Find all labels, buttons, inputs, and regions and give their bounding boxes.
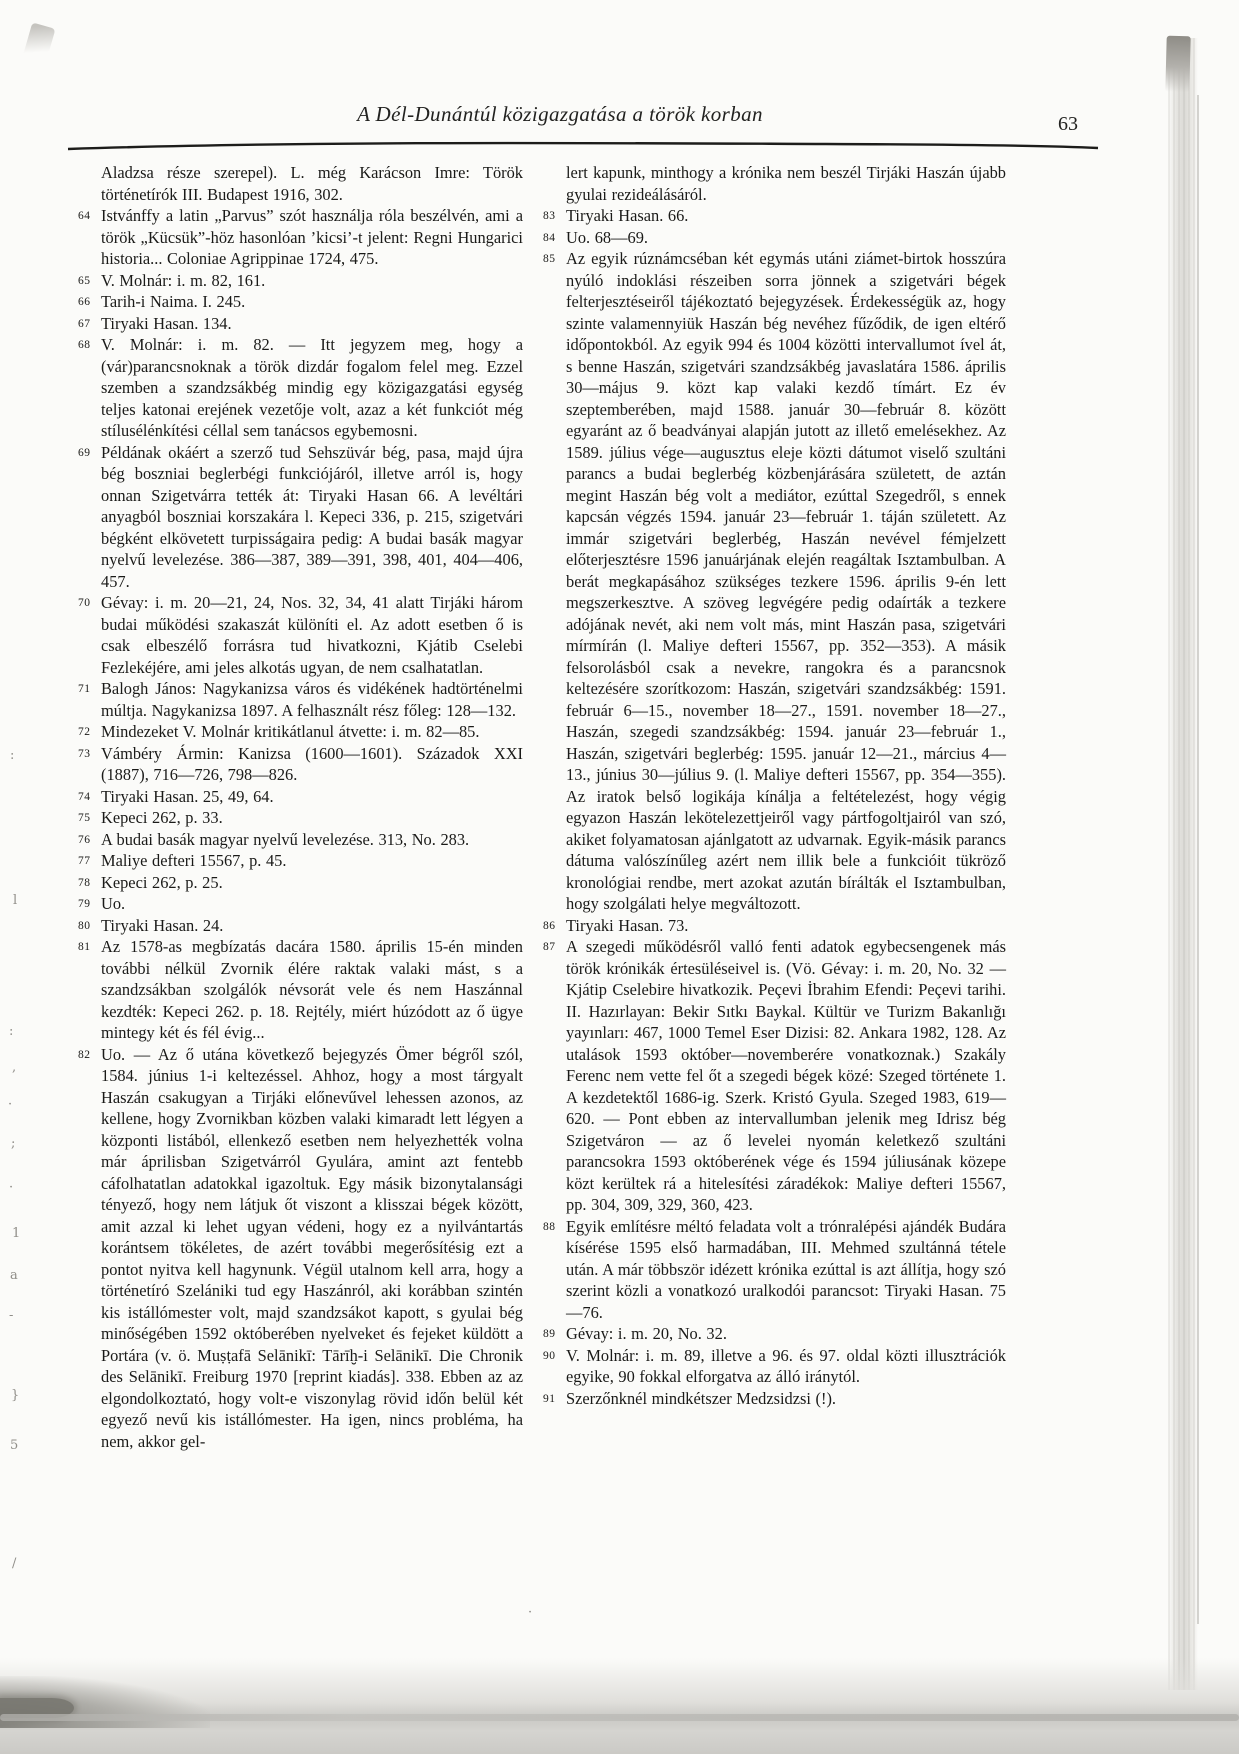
footnote: [75, 936, 523, 1044]
footnote-text: Gévay: i. m. 20—21, 24, Nos. 32, 34, 41 alatt Tirjáki három budai működési szakaszát különíti el. Az adott esetben ő is csak elbeszélő forrásra tud hivatkozni, Kjátib Cselebi Fezlekéjére, ami jeles alkotás ugyan, de nem csalhatatlan.: [101, 593, 523, 677]
footnote-text: Balogh János: Nagykanizsa város és vidékének hadtörténelmi múltja. Nagykanizsa 1897. A felhasznált rész főleg: 128—132.: [101, 679, 523, 720]
footnote-text: Egyik említésre méltó feladata volt a trónralépési ajándék Budára kísérése 1595 első harmadában, III. Mehmed szultánná tétele után. A már többször idézett krónika ezúttal is azt állítja, hogy szó szerint közli a vonatkozó uralkodói parancsot: Tiryaki Hasan. 75—76.: [566, 1216, 1006, 1322]
footnote: [75, 678, 523, 721]
footnote-text: Tarih-i Naima. I. 245.: [101, 292, 246, 311]
footnote-number: 90: [543, 1349, 556, 1362]
footnote-number: 79: [78, 898, 91, 910]
scan-artifact-mark: ,: [12, 1060, 17, 1075]
footnote-number: 80: [78, 919, 91, 932]
footnote-text: Istvánffy a latin „Parvus” szót használja róla beszélvén, ami a török „Kücsük”-höz hasonlóan ’kicsi’-t jelent: Regni Hungarici historia... Coloniae Agrippinae 1724, 475.: [101, 206, 523, 268]
footnote-text: V. Molnár: i. m. 82. — Itt jegyzem meg, hogy a (vár)parancsnoknak a török dizdár fogalom felel meg. Ezzel szemben a szandzsákbég mindig egy közigazgatási egység teljes katonai erejének vezetője volt, azaz a két funkciót még stílusélénkítési céllal sem tanácsos egybemosni.: [101, 335, 523, 440]
footnote-number: 64: [78, 210, 91, 222]
footnote-text: Uo.: [101, 894, 126, 913]
scan-artifact-mark: }: [11, 1388, 20, 1403]
scan-artifact-mark: l: [13, 893, 18, 908]
footnote: [540, 205, 1006, 227]
page-title: A Dél-Dunántúl közigazgatása a török korban: [357, 102, 763, 126]
footnote: [540, 227, 1006, 249]
footnote-text: Kepeci 262, p. 33.: [101, 808, 223, 827]
scan-artifact-mark: 1: [12, 1226, 21, 1241]
footnote: [540, 1216, 1006, 1324]
scan-artifact-mark: :: [10, 748, 15, 763]
scan-artifact-mark: 5: [10, 1438, 19, 1453]
footnote: [540, 915, 1006, 937]
footnote-text: V. Molnár: i. m. 89, illetve a 96. és 97. oldal közti illusztrációk egyike, 90 fokkal elforgatva az álló iránytól.: [566, 1345, 1006, 1386]
footnote-text: Az egyik rúznámcséban két egymás utáni ziámet-birtok hosszúra nyúló indoklási részeiben sorra jönnek a szigetvári bégek felterjesztéseiről tájékoztató bejegyzések. Érdekességük az, hogy szinte valamennyiük Haszán bég nevéhez fűződik, de igen eltérő időpontokból. Az egyik 994 és 1004 közötti intervallumot ível át, s benne Haszán, szigetvári szandzsákbég javaslatára 1586. április 30—május 9. közt kap valaki kezdő tímárt. Ez év szeptemberében, majd 1588. január 30—február 8. között egyaránt az ő beadványai alapján jutott az illető emelésekhez. Az 1589. július vége—augusztus eleje közti dátumot viselő szultáni parancs a budai beglerbég közbenjárására született, de aztán megint Haszán bég volt a mediátor, ezúttal Szegedről, s ennek kapcsán végzés 1594. január 23—február 1. táján született. Az immár szigetvári beglerbég, Haszán nevével fémjelzett előterjesztésre 1596 januárjának elején reagáltak Isztambulban. A berát megkapásához szükséges tezkere 1596. április 9-én lett megszerkesztve. A szöveg legvégére pedig odaírták a tezkere adójának nevét, aki nem volt más, mint Haszán pasa, szigetvári mírmírán (l. Maliye defteri 15567, pp. 352—353). A másik felsorolásból csak a nevekre, rangokra és a parancsnok keltezésére szorítkozom: Haszán, szigetvári szandzsákbég: 1591. február 6—15., november 18—27., 1591. november 18—27., Haszán, szegedi szandzsákbég: 1594. január 23—február 1., Haszán, szigetvári beglerbég: 1595. január 12—21., március 4—13., június 30—július 9. (l. Maliye defteri 15567, pp. 354—355). Az iratok belső logikája kínálja a feltételezést, hogy végig egyazon Haszán lekötelezettjeiről vagy pártfogoltjairól van szó, akiket folyamatosan ajánlgatott az udvarnak. Egyik-másik parancs dátuma valószínűleg azért nem illik bele a funkcióit tükröző kronológiai rendbe, mert azokat azután bírálták el Isztambulban, hogy szolgálati helye megváltozott.: [566, 249, 1006, 913]
footnote: [75, 829, 523, 851]
footnote: [75, 162, 523, 205]
footnote-number: 89: [543, 1328, 556, 1340]
footnote-text: Tiryaki Hasan. 24.: [101, 915, 224, 935]
page-edge-right-line: [1197, 95, 1199, 1624]
footnote-number: 75: [78, 812, 91, 824]
footnote-number: 65: [78, 274, 91, 287]
footnote-number: 76: [78, 833, 91, 846]
footnote: [75, 592, 523, 678]
footnotes-column-left: [75, 162, 523, 1452]
footnote-text: Uo. 68—69.: [566, 227, 648, 247]
footnote: [75, 872, 523, 894]
footnote-number: 74: [78, 790, 91, 803]
scan-artifact-mark: ·: [9, 1180, 14, 1195]
footnotes-column-right: [540, 162, 1006, 1409]
footnote: [540, 1345, 1006, 1388]
footnote: [75, 313, 523, 335]
footnote-number: 77: [78, 855, 91, 867]
footnote: [75, 442, 523, 593]
footnote-number: 69: [78, 446, 91, 459]
footnote-text: Tiryaki Hasan. 134.: [101, 313, 232, 333]
footnote-number: 85: [543, 253, 556, 265]
footnote-text: Aladzsa része szerepel). L. még Karácson Imre: Török történetírók III. Budapest 1916, 302.: [101, 163, 523, 204]
footnote-number: 84: [543, 231, 556, 244]
footnote: [75, 1044, 523, 1453]
footnote-number: 68: [78, 339, 91, 351]
page-edge-right: [1168, 38, 1198, 1690]
scan-artifact-mark: ·: [8, 1097, 13, 1112]
scan-smudge-top-left: [23, 22, 56, 63]
page-bottom-fold-line: [0, 1714, 1239, 1721]
footnote: [540, 1323, 1006, 1345]
footnote: [75, 334, 523, 442]
footnote: [540, 162, 1006, 205]
footnote-number: 78: [78, 876, 91, 889]
footnote-text: Mindezeket V. Molnár kritikátlanul átvette: i. m. 82—85.: [101, 722, 480, 741]
footnote-number: 70: [78, 597, 91, 609]
footnote-text: Tiryaki Hasan. 73.: [566, 915, 689, 935]
footnote-number: 72: [78, 726, 91, 738]
footnote: [75, 786, 523, 808]
footnote-number: 86: [543, 919, 556, 932]
page-number: 63: [1058, 113, 1078, 135]
footnote: [540, 248, 1006, 915]
scan-artifact-mark: ·: [528, 1605, 533, 1620]
footnote-text: Vámbéry Ármin: Kanizsa (1600—1601). Századok XXI (1887), 716—726, 798—826.: [101, 743, 523, 784]
footnote: [75, 807, 523, 829]
footnote-text: A budai basák magyar nyelvű levelezése. 313, No. 283.: [101, 829, 470, 849]
scan-artifact-mark: :: [9, 1024, 14, 1039]
footnote: [75, 291, 523, 313]
scan-artifact-mark: ;: [11, 1136, 16, 1151]
footnote: [75, 743, 523, 786]
footnote-number: 73: [78, 747, 91, 760]
footnote-number: 67: [78, 317, 91, 330]
footnote: [75, 270, 523, 292]
footnote-text: Uo. — Az ő utána következő bejegyzés Ömer bégről szól, 1584. június 1-i keltezéssel. Ahhoz, hogy a most tárgyalt Haszán csakugyan a Tirjáki előnevűvel lehessen azonos, az kellene, hogy Zvornikban közben valaki kimaradt lett légyen a központi listából, ellenkező esetben nem helyezhették volna már áprilisban Szigetvárról Gyulára, amint azt fentebb cáfolhatatlan adatokkal igazoltuk. Egy másik bizonytalansági tényező, hogy nem látjuk őt viszont a klisszai bégek között, amit azzal ki lehet ugyan védeni, hogy ez a nyilvántartás korántsem tökéletes, de azért további megerősítésig ezt a pontot nyitva kell hagynunk. Végül utalnom kell arra, hogy a történetíró Szelániki tud egy Haszánról, aki korábban szintén kis istállómester volt, majd szandzsákot kapott, s gyulai bég minőségében 1592 októberében nyelveket és fejeket küldött a Portára (v. ö. Muṣṭafā Selānikī: Tārīḫ-i Selānikī. Die Chronik des Selānikī. Freiburg 1970 [reprint kiadás]. 338. Ebben az az elgondolkoztató, hogy volt-e viszonylag rövid időn belül két egyező nevű kis istállómester. Ha igen, nincs probléma, ha nem, akkor gel-: [101, 1044, 523, 1451]
scan-artifact-mark: -: [9, 1308, 14, 1323]
footnote-text: Tiryaki Hasan. 66.: [566, 206, 689, 225]
footnote-text: Szerzőnknél mindkétszer Medzsidzsi (!).: [566, 1388, 837, 1408]
footnote-text: lert kapunk, minthogy a krónika nem beszél Tirjáki Haszán újabb gyulai rezideálásáról.: [566, 163, 1006, 204]
footnote: [75, 893, 523, 915]
scan-artifact-mark: /: [12, 1556, 17, 1571]
footnote-number: 81: [78, 941, 91, 953]
footnote-number: 88: [543, 1220, 556, 1233]
footnote-text: Példának okáért a szerző tud Sehszüvár bég, pasa, majd újra bég boszniai beglerbégi funkciójáról, illetve arról is, hogy onnan Szigetvárra tették át: Tiryaki Hasan 66. A levéltári anyagból boszniai korszakára l. Kepeci 336, p. 215, szigetvári bégként elkövetett turpisságaira pedig: A budai basák magyar nyelvű levelezése. 386—387, 389—391, 398, 401, 404—406, 457.: [101, 442, 523, 591]
footnote: [75, 850, 523, 872]
header-rule-line: [66, 138, 1100, 154]
footnote-number: 71: [78, 683, 91, 695]
footnote-number: 87: [543, 941, 556, 953]
page-edge-right-smudge: [1165, 36, 1190, 93]
footnote: [540, 936, 1006, 1216]
footnote-number: 83: [543, 210, 556, 222]
footnote-text: Tiryaki Hasan. 25, 49, 64.: [101, 786, 274, 806]
footnote-number: 82: [78, 1048, 91, 1061]
footnote: [540, 1388, 1006, 1410]
footnote-number: 66: [78, 296, 91, 308]
footnote-text: Maliye defteri 15567, p. 45.: [101, 851, 287, 870]
footnote-text: V. Molnár: i. m. 82, 161.: [101, 270, 266, 290]
footnote: [75, 721, 523, 743]
footnote: [75, 915, 523, 937]
footnote-text: Az 1578-as megbízatás dacára 1580. április 15-én minden további nélkül Zvornik élére raktak valaki mást, s a szandzsákban szolgálók névsorát vele és nem Haszánnal kezdték: Kepeci 262. p. 18. Rejtély, miért húzódott az ő ügye mintegy két és fél évig...: [101, 937, 523, 1042]
footnote-text: Kepeci 262, p. 25.: [101, 872, 223, 892]
footnote-text: Gévay: i. m. 20, No. 32.: [566, 1324, 727, 1343]
scan-artifact-mark: a: [10, 1268, 18, 1283]
footnote-number: 91: [543, 1392, 556, 1405]
footnote: [75, 205, 523, 270]
footnote-text: A szegedi működésről valló fenti adatok egybecsengenek más török krónikák értesüléseivel is. (Vö. Gévay: i. m. 20, No. 32 — Kjátip Cselebire hivatkozik. Peçevi İbrahim Efendi: Peçevi tarihi. II. Hazırlayan: Bekir Sıtkı Baykal. Kültür ve Turizm Bakanlığı yayınları: 467, 1000 Temel Eser Dizisi: 82. Ankara 1982, 128. Az utalások 1593 október—novemberére vonatkoznak.) Szakály Ferenc nem vette fel őt a szegedi bégek közé: Szeged története 1. A kezdetektől 1686-ig. Szerk. Kristó Gyula. Szeged 1983, 619—620. — Pont ebben az intervallumban jelenik meg Idrisz bég Szigetváron — az ő levelei nyomán keletkező szultáni parancsokra 1593 októberének vége és 1594 júliusának közepe közt kerültek rá a hitelesítési záradékok: Maliye defteri 15567, pp. 304, 309, 329, 360, 423.: [566, 937, 1006, 1214]
